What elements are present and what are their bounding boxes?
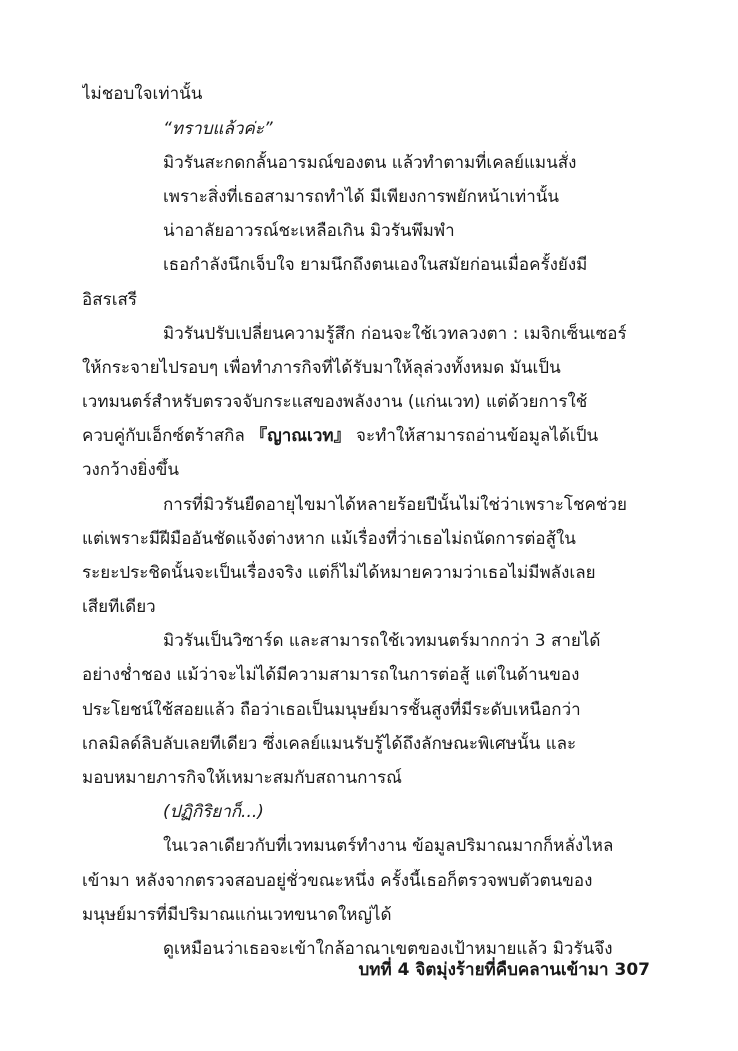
text-line: น่าอาลัยอาวรณ์ชะเหลือเกิน มิวรันพึมพำ — [163, 221, 455, 241]
text-line: ดูเหมือนว่าเธอจะเข้าใกล้อาณาเขตของเป้าหมายแล้ว มิวรันจึง — [163, 939, 613, 959]
text-line: อิสรเสรี — [82, 290, 138, 310]
text-line: เวทมนตร์สำหรับตรวจจับกระแสของพลังงาน (แก่นเวท) แต่ด้วยการใช้ — [82, 392, 588, 412]
page-footer: บทที่ 4 จิตมุ่งร้ายที่คืบคลานเข้ามา 307 — [358, 960, 650, 980]
text-segment: จะทำให้สามารถอ่านข้อมูลได้เป็น — [356, 426, 599, 446]
text-line: อย่างช่ำชอง แม้ว่าจะไม่ได้มีความสามารถในการต่อสู้ แต่ในด้านของ — [82, 665, 580, 685]
text-line: มอบหมายภารกิจให้เหมาะสมกับสถานการณ์ — [82, 768, 402, 788]
text-line: เข้ามา หลังจากตรวจสอบอยู่ชั่วขณะหนึ่ง ครั้งนี้เธอก็ตรวจพบตัวตนของ — [82, 871, 593, 891]
text-segment: ควบคู่กับเอ็กซ์ตร้าสกิล — [82, 426, 245, 446]
text-line: เธอกำลังนึกเจ็บใจ ยามนึกถึงตนเองในสมัยก่อนเมื่อครั้งยังมี — [163, 255, 588, 275]
thought-line: (ปฏิกิริยาก็...) — [163, 802, 264, 822]
text-line: มิวรันเป็นวิซาร์ด และสามารถใช้เวทมนตร์มากกว่า 3 สายได้ — [163, 631, 601, 651]
skill-name: 『ญาณเวท』 — [250, 426, 351, 446]
text-line: ให้กระจายไปรอบๆ เพื่อทำภารกิจที่ได้รับมาให้ลุล่วงทั้งหมด มันเป็น — [82, 358, 561, 378]
text-line: ในเวลาเดียวกับที่เวทมนตร์ทำงาน ข้อมูลปริมาณมากก็หลั่งไหล — [163, 836, 614, 856]
text-line: ไม่ชอบใจเท่านั้น — [82, 84, 203, 104]
text-line: เสียทีเดียว — [82, 597, 156, 617]
text-line: แต่เพราะมีฝีมืออันชัดแจ้งต่างหาก แม้เรื่องที่ว่าเธอไม่ถนัดการต่อสู้ใน — [82, 529, 576, 549]
text-line — [82, 424, 650, 448]
text-line: มิวรันสะกดกลั้นอารมณ์ของตน แล้วทำตามที่เคลย์แมนสั่ง — [163, 153, 577, 173]
text-line: เกลมิลด์ลิบลับเลยทีเดียว ซึ่งเคลย์แมนรับรู้ได้ถึงลักษณะพิเศษนั้น และ — [82, 734, 577, 754]
text-line: ประโยชน์ใช้สอยแล้ว ถือว่าเธอเป็นมนุษย์มารชั้นสูงที่มีระดับเหนือกว่า — [82, 700, 581, 720]
dialogue-line: “ทราบแล้วค่ะ” — [163, 119, 273, 139]
text-line: วงกว้างยิ่งขึ้น — [82, 460, 180, 480]
text-line: เพราะสิ่งที่เธอสามารถทำได้ มีเพียงการพยักหน้าเท่านั้น — [163, 187, 560, 207]
text-line: การที่มิวรันยืดอายุไขมาได้หลายร้อยปีนั้นไม่ใช่ว่าเพราะโชคช่วย — [163, 495, 627, 515]
text-line: มนุษย์มารที่มีปริมาณแก่นเวทขนาดใหญ่ได้ — [82, 905, 392, 925]
text-line: มิวรันปรับเปลี่ยนความรู้สึก ก่อนจะใช้เวทลวงตา : เมจิกเซ็นเซอร์ — [163, 324, 627, 344]
text-line: ระยะประชิดนั้นจะเป็นเรื่องจริง แต่ก็ไม่ได้หมายความว่าเธอไม่มีพลังเลย — [82, 563, 596, 583]
